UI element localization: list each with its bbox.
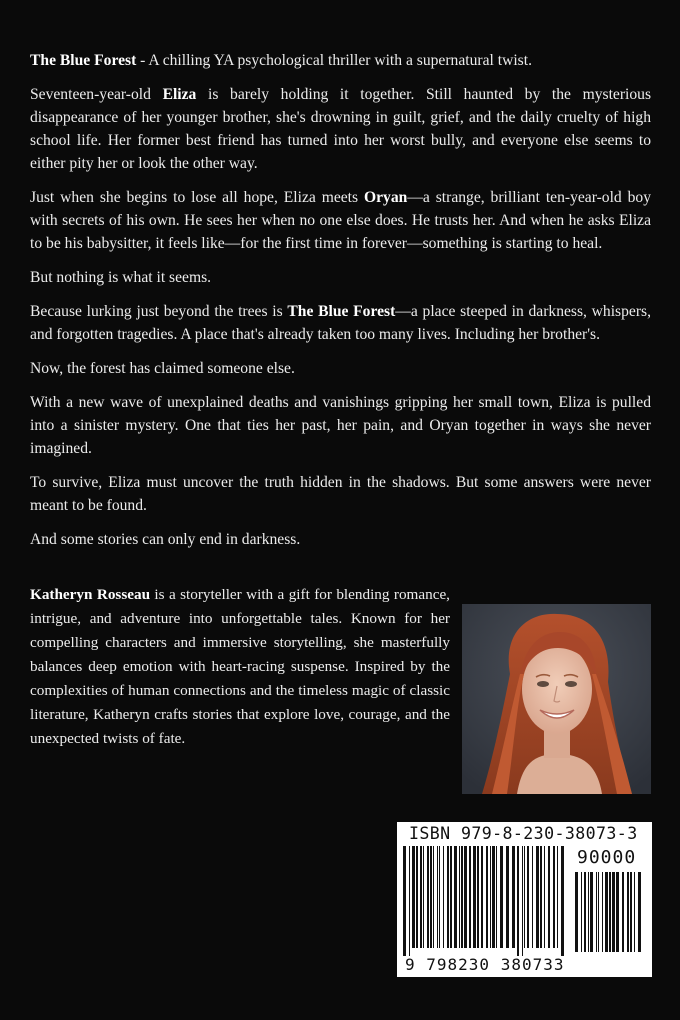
- barcode-bar: [517, 846, 519, 956]
- barcode-bar: [584, 872, 586, 952]
- barcode-bar: [496, 846, 497, 948]
- barcode-bar: [588, 872, 589, 952]
- barcode-bar: [512, 846, 515, 948]
- author-photo: [462, 604, 651, 794]
- author-name: Katheryn Rosseau: [30, 586, 151, 603]
- book-title: The Blue Forest: [30, 52, 137, 69]
- barcode-bar: [598, 872, 599, 952]
- barcode-bar: [420, 846, 422, 948]
- description-paragraph-6: Now, the forest has claimed someone else.: [30, 360, 295, 377]
- barcode-bar: [605, 872, 608, 952]
- barcode-bar: [443, 846, 444, 948]
- barcode-bar: [454, 846, 457, 948]
- barcode-bar: [575, 872, 578, 952]
- barcode-bar: [409, 846, 410, 956]
- barcode-bar: [581, 872, 582, 952]
- barcode-bar: [403, 846, 406, 956]
- description-paragraph-7: With a new wave of unexplained deaths and vanishings gripping her small town, Eliza is pulled into a sinister mystery. One that ties her past, her pain, and Oryan together in ways she never imagined.: [30, 394, 651, 457]
- book-description: [30, 49, 651, 562]
- barcode-bar: [427, 846, 429, 948]
- addon-barcode-bars: [575, 872, 643, 960]
- barcode-bar: [492, 846, 495, 948]
- barcode-bar: [450, 846, 452, 948]
- barcode-bar: [447, 846, 449, 948]
- barcode-bar: [638, 872, 641, 952]
- barcode-bar: [527, 846, 529, 948]
- isbn-label: ISBN 979-8-230-38073-3: [409, 824, 638, 843]
- barcode-bar: [532, 846, 533, 948]
- description-paragraph-4: But nothing is what it seems.: [30, 269, 212, 286]
- barcode-bar: [490, 846, 491, 948]
- barcode-bar: [486, 846, 488, 948]
- author-bio-text: is a storyteller with a gift for blending romance, intrigue, and adventure into unforgettable tales. Known for her compelling characters and immersive storytelling, she masterfully balances deep emotion with heart-racing suspense. Inspired by the complexities of human connections and the timeless magic of classic literature, Katheryn crafts stories that explore love, courage, and the unexpected twists of fate.: [30, 586, 450, 747]
- barcode-bars: [403, 846, 565, 956]
- barcode-bar: [459, 846, 460, 948]
- barcode-bar: [540, 846, 542, 948]
- barcode-bar: [423, 846, 424, 948]
- description-paragraph-9: And some stories can only end in darkness.: [30, 531, 301, 548]
- barcode-bar: [536, 846, 539, 948]
- barcode-bar: [464, 846, 467, 948]
- barcode-bar: [627, 872, 629, 952]
- barcode-bar: [500, 846, 503, 948]
- barcode-bar: [553, 846, 555, 948]
- barcode-bar: [596, 872, 597, 952]
- barcode-bar: [630, 872, 632, 952]
- author-bio: [30, 583, 450, 751]
- barcode-bar: [522, 846, 523, 956]
- price-code: 90000: [577, 847, 637, 868]
- barcode-bar: [477, 846, 479, 948]
- barcode-bar: [561, 846, 564, 956]
- barcode-bar: [416, 846, 418, 948]
- barcode-bar: [433, 846, 434, 948]
- barcode-bar: [437, 846, 438, 948]
- barcode-bar: [609, 872, 611, 952]
- barcode-bar: [616, 872, 619, 952]
- barcode-bar: [634, 872, 635, 952]
- barcode-bar: [557, 846, 558, 948]
- barcode-bar: [544, 846, 545, 948]
- barcode-bar: [481, 846, 483, 948]
- barcode-digits: 9 798230 380733: [405, 955, 565, 974]
- barcode-bar: [430, 846, 432, 948]
- barcode-bar: [506, 846, 509, 948]
- barcode-bar: [548, 846, 550, 948]
- barcode-bar: [590, 872, 593, 952]
- barcode-bar: [602, 872, 603, 952]
- description-paragraph-1: The Blue Forest - A chilling YA psychological thriller with a supernatural twist.: [30, 52, 532, 69]
- barcode-bar: [439, 846, 440, 948]
- barcode-bar: [612, 872, 615, 952]
- character-name-eliza: Eliza: [162, 86, 197, 103]
- barcode-bar: [469, 846, 471, 948]
- barcode-bar: [412, 846, 415, 948]
- barcode-bar: [524, 846, 525, 948]
- description-paragraph-8: To survive, Eliza must uncover the truth hidden in the shadows. But some answers were never meant to be found.: [30, 474, 651, 514]
- barcode-bar: [461, 846, 463, 948]
- character-name-oryan: Oryan: [363, 189, 408, 206]
- description-paragraph-5: Because lurking just beyond the trees is The Blue Forest—a place steeped in darkness, whispers, and forgotten tragedies. A place that's already taken too many lives. Including her brother's.: [30, 303, 652, 343]
- barcode-bar: [622, 872, 624, 952]
- isbn-barcode: [397, 822, 652, 977]
- place-name: The Blue Forest: [287, 303, 396, 320]
- description-paragraph-2: Seventeen-year-old Eliza is barely holding it together. Still haunted by the mysterious disappearance of her younger brother, she's drowning in guilt, grief, and the daily cruelty of high school life. Her former best friend has turned into her worst bully, and everyone else seems to either pity her or look the other way.: [30, 86, 652, 172]
- description-paragraph-3: Just when she begins to lose all hope, Eliza meets Oryan—a strange, brilliant ten-year-old boy with secrets of his own. He sees her when no one else does. He trusts her. And when he asks Eliza to be his babysitter, it feels like—for the first time in forever—something is starting to heal.: [30, 189, 651, 252]
- barcode-bar: [473, 846, 476, 948]
